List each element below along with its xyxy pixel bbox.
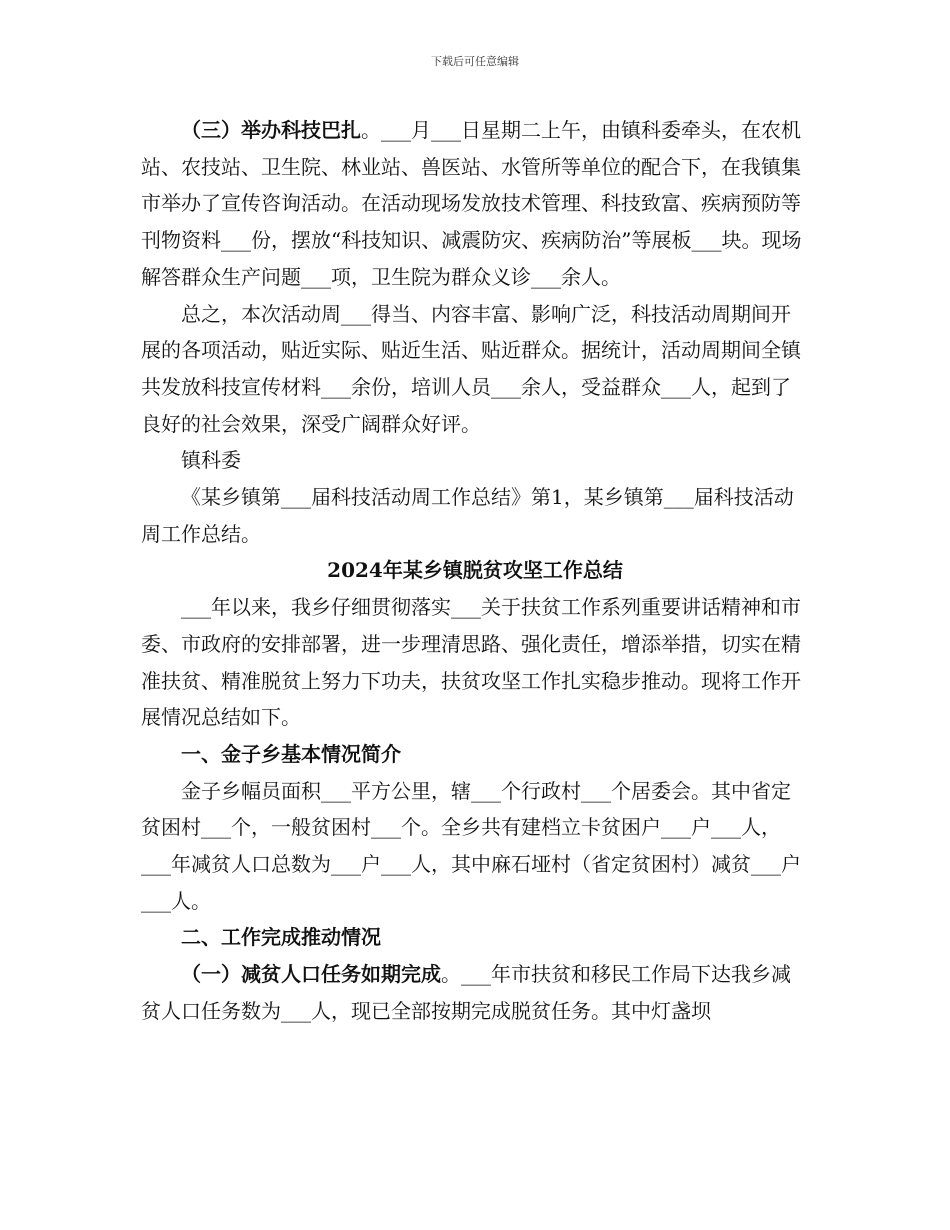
paragraph-science-bazaar bbox=[141, 112, 809, 296]
paragraph-text: 。___年市扶贫和移民工作局下达我乡减贫人口任务数为___人，现已全部按期完成脱贫任务。其中灯盏坝 bbox=[141, 962, 791, 1023]
paragraph-reference: 《某乡镇第___届科技活动周工作总结》第1，某乡镇第___届科技活动周工作总结。 bbox=[141, 485, 794, 546]
paragraph-intro: ___年以来，我乡仔细贯彻落实___关于扶贫工作系列重要讲话精神和市委、市政府的安排部署，进一步理清思路、强化责任，增添举措，切实在精准扶贫、精准脱贫上努力下功夫，扶贫攻坚工作扎实稳步推动。现将工作开展情况总结如下。 bbox=[141, 595, 801, 730]
heading-work-progress: 二、工作完成推动情况 bbox=[181, 925, 381, 950]
section-lead: （三）举办科技巴扎 bbox=[181, 118, 361, 142]
signature-line: 镇科委 bbox=[181, 448, 241, 473]
section-lead: （一）减贫人口任务如期完成 bbox=[181, 962, 441, 987]
paragraph-basic-situation: 金子乡幅员面积___平方公里，辖___个行政村___个居委会。其中省定贫困村___个，一般贫困村___个。全乡共有建档立卡贫困户___户___人，___年减贫人口总数为___户___人，其中麻石垭村（省定贫困村）减贫___户___人。 bbox=[141, 778, 801, 913]
paragraph-text: 。___月___日星期二上午，由镇科委牵头，在农机站、农技站、卫生院、林业站、兽医站、水管所等单位的配合下，在我镇集市举办了宣传咨询活动。在活动现场发放技术管理、科技致富、疾病预防等刊物资料___份，摆放“科技知识、减震防灾、疾病防治”等展板___块。现场解答群众生产问题___项，卫生院为群众义诊___余人。 bbox=[141, 118, 802, 289]
document-body bbox=[141, 112, 809, 1030]
paragraph-summary: 总之，本次活动周___得当、内容丰富、影响广泛，科技活动周期间开展的各项活动，贴近实际、贴近生活、贴近群众。据统计，活动周期间全镇共发放科技宣传材料___余份，培训人员___余人，受益群众___人，起到了良好的社会效果，深受广阔群众好评。 bbox=[141, 301, 801, 436]
page-header: 下载后可任意编辑 bbox=[431, 55, 519, 68]
paragraph-poverty-reduction bbox=[141, 956, 809, 1029]
document-title: 2024年某乡镇脱贫攻坚工作总结 bbox=[327, 558, 623, 583]
heading-basic-situation: 一、金子乡基本情况简介 bbox=[181, 741, 401, 766]
